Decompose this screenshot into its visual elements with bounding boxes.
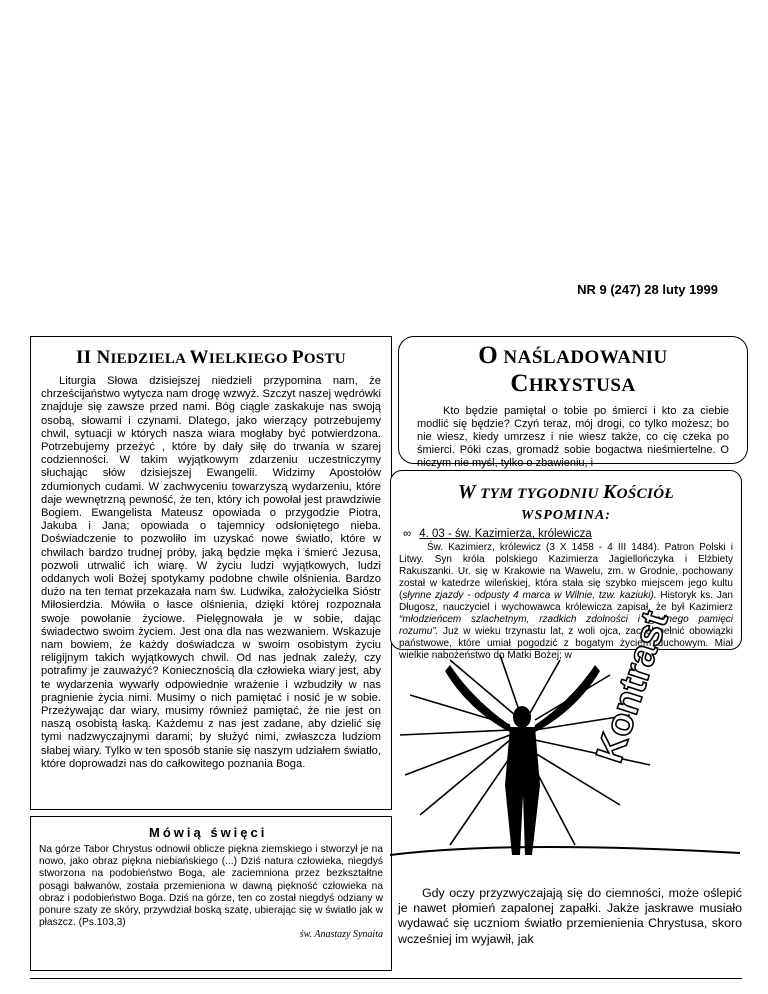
- feast-item: [403, 528, 741, 540]
- saints-say-heading: Mówią święci: [149, 825, 268, 840]
- kontrast-illustration: [390, 606, 740, 865]
- this-week-subtitle: WSPOMINA:: [521, 508, 611, 523]
- svg-text:Kontrast: Kontrast: [588, 606, 677, 768]
- this-week-church-box: [390, 470, 742, 661]
- this-week-title: W TYM TYGODNIU KOŚCIÓŁ: [457, 481, 675, 503]
- imitation-body: Kto będzie pamiętał o tobie po śmierci i kto za ciebie modlić się będzie? Czyń teraz, mój drogi, co tylko możesz; bo nie wiesz, kiedy umrzesz i nie wiesz także, co cię czeka po śmierci. Póki czas, gromadź sobie bogactwa nieśmiertelne. O niczym nie myśl, tylko o zbawieniu, i: [417, 405, 729, 469]
- article-body: Liturgia Słowa dzisiejszej niedzieli przypomina nam, że chrześcijaństwo wytycza nam drogę wzwyż. Szczyt naszej wędrówki znajduje się zawsze przed nami. Bóg ciągle zaskakuje nas swoją osobą, słowami i czynami. Dlatego, jako wierzący potrzebujemy chwil, sytuacji w których nasza wiara mogłaby być potwierdzona. Potrzebujemy przeżyć , które by dały siłę do trwania w szarej codzienności. W takim wyjątkowym zdarzeniu uczestniczymy słuchając słów dzisiejszej Ewangelii. Widzimy Apostołów zdumionych cudami. W zachwyceniu towarzyszą wydarzeniu, które daje wewnętrzną pewność, że ten, który ich powołał jest prawdziwie Bogiem. Ewangelista Mateusz opowiada o przygodzie Piotra, Jakuba i Jana; opowiada o tajemnicy odsłoniętego nieba. Doświadczenie to pozwoliło im uzyskać nowe światło, które w chwilach bardzo trudnej próby, jaką będzie męka i śmierć Jezusa, pozwoli utrwalić ich wiarę. W życiu ludzi wyjątkowych, ludzi oddanych woli Bożej spotykamy podobne chwile olśnienia. Bardzo dużo na ten temat przekazała nam św. Ludwika, założycielka Sióstr Miłosierdzia. Mówiła o łasce olśnienia, dzięki której rozpoznała swoje powołanie życiowe. Pielęgnowała je w sobie, dając świadectwo swoim życiem. Jest ona dla nas wezwaniem. Wskazuje nam bowiem, że każdy doświadcza w swoim osobistym życiu religijnym takich wyjątkowych chwil. Od nas jednak zależy, czy potrafimy je zauważyć? Koniecznością dla człowieka wiary jest, aby te wydarzenia wywarły odpowiednie wrażenie i wzbudziły w nas pragnienie życia nimi. Musimy o nich pamiętać i nosić je w sobie. Przeżywając dar wiary, musimy również pamiętać, że nie jest on naszą osobistą łaską. Każdemu z nas jest zadane, aby dzielić się tymi nadzwyczajnymi darami; by służyć nimi, zwłaszcza ludziom słabej wiary. Tylko w ten sposób stanie się naszym udziałem światło, które doprowadzi nas do całkowitego poznania Boga.: [41, 375, 381, 770]
- figure-raised-arms: [445, 665, 600, 855]
- article-second-sunday-lent: [30, 336, 392, 810]
- saints-say-box: [30, 816, 392, 971]
- bottom-rule: [30, 978, 742, 979]
- feast-body: Św. Kazimierz, królewicz (3 X 1458 - 4 III 1484). Patron Polski i Litwy. Syn króla polskiego Kazimierza Jagiellończyka i Elżbiety Rakuszanki. Ur. się w Krakowie na Wawelu, zm. w Grodnie, pochowany został w katedrze wileńskiej, która stała się szybko miejscem jego kultu (słynne zjazdy - odpusty 4 marca w Wilnie, tzw. kaziuki). Historyk ks. Jan Długosz, nauczyciel i wychowawca królewicza zapisał, że był Kazimierz “młodzieńcem szlachetnym, rzadkich zdolności i godnego pamięci rozumu”. Już w wieku trzynastu lat, z woli ojca, zaczął pełnić obowiązki państwowe, które umiał pogodzić z bogatym życiem duchowym. Miał wielkie nabożeństwo do Matki Bożej; w: [399, 542, 733, 661]
- feast-item-label: 4. 03 - św. Kazimierza, królewicza: [419, 528, 592, 540]
- article-title: II NIEDZIELA WIELKIEGO POSTU: [76, 347, 346, 368]
- saints-say-signature: św. Anastazy Synaita: [299, 929, 383, 941]
- infinity-icon: ∞: [403, 528, 412, 540]
- contrast-article-body: Gdy oczy przyzwyczajają się do ciemności, może oślepić je nawet płomień zapalonej zapałki. Jakże jaskrawe musiało wydawać się uczniom światło przemienienia Chrystusa, skoro wcześniej im wyjawił, jak: [398, 886, 742, 946]
- issue-number: NR 9 (247) 28 luty 1999: [577, 282, 718, 297]
- saints-say-body: Na górze Tabor Chrystus odnowił oblicze piękna ziemskiego i stworzył je na nowo, jako obraz piękna niebiańskiego (...) Dziś natura człowieka, niegdyś stworzona na podobieństwo Boga, ale zaciemniona przez bezkształtne posągi bałwanów, została przemieniona w dawną piękność człowieka na obraz i podobieństwo Boga. Dziś na górze, ten co został niegdyś odziany w ponure szaty ze skóry, przywdział boską szatę, ubierając się w światło jak w płaszcz. (Ps.103,3): [39, 844, 383, 929]
- imitation-of-christ-box: [398, 336, 748, 469]
- imitation-title: O NAŚLADOWANIU CHRYSTUSA: [478, 342, 668, 397]
